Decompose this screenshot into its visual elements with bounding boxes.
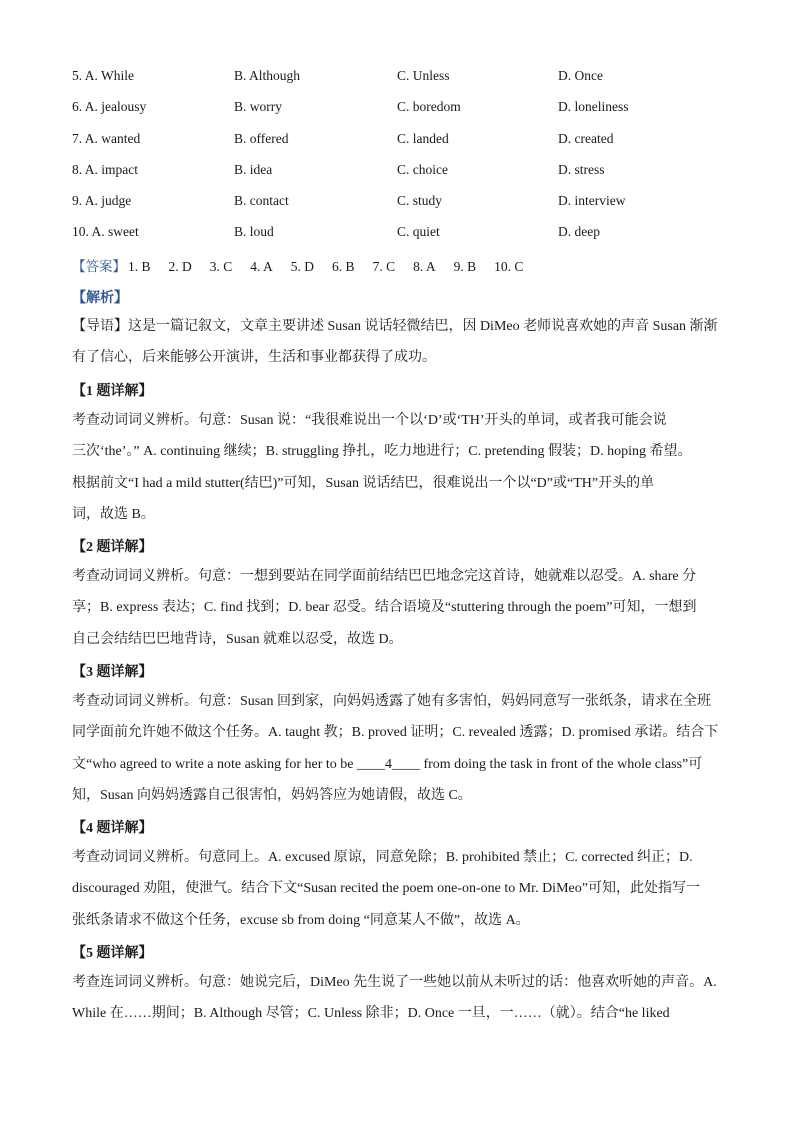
answer-item: 10. C	[494, 259, 524, 274]
option-row	[0, 193, 794, 213]
text-line: discouraged 劝阻，使泄气。结合下文“Susan recited the poem one-on-one to Mr. DiMeo”可知，此处指写一	[72, 881, 700, 897]
option-a: 8. A. impact	[72, 162, 139, 177]
option-c: C. choice	[397, 162, 448, 177]
section-body	[72, 561, 722, 655]
option-b: B. contact	[234, 193, 289, 208]
text-line: 考查连词词义辨析。句意：她说完后，DiMeo 先生说了一些她以前从未听过的话：他喜欢听她的声音。A.	[72, 975, 717, 990]
option-c: C. Unless	[397, 68, 450, 83]
option-row	[0, 162, 794, 182]
section-heading: 【4 题详解】	[72, 821, 153, 836]
option-c: C. landed	[397, 131, 449, 146]
option-row	[0, 68, 794, 88]
text-line: 同学面前允许她不做这个任务。A. taught 教；B. proved 证明；C. revealed 透露；D. promised 承诺。结合下	[72, 725, 719, 741]
option-row	[0, 99, 794, 119]
option-c: C. boredom	[397, 99, 461, 114]
option-c: C. quiet	[397, 224, 440, 239]
text-line: 张纸条请求不做这个任务，excuse sb from doing “同意某人不做”，故选 A。	[72, 912, 530, 928]
option-d: D. Once	[558, 68, 603, 83]
section-body	[72, 405, 722, 530]
option-d: D. interview	[558, 193, 626, 208]
section-heading: 【5 题详解】	[72, 946, 153, 961]
section-heading: 【1 题详解】	[72, 384, 153, 399]
option-b: B. offered	[234, 131, 289, 146]
text-line: 根据前文“I had a mild stutter(结巴)”可知，Susan 说话结巴，很难说出一个以“D”或“TH”开头的单	[72, 475, 655, 491]
section-heading: 【3 题详解】	[72, 665, 153, 680]
option-row	[0, 131, 794, 151]
option-a: 9. A. judge	[72, 193, 132, 208]
option-d: D. loneliness	[558, 99, 629, 114]
answer-item: 8. A	[413, 259, 436, 274]
answer-item: 3. C	[209, 259, 233, 274]
intro-paragraph	[72, 311, 722, 374]
option-a: 10. A. sweet	[72, 224, 139, 239]
option-a: 7. A. wanted	[72, 131, 141, 146]
answer-item: 4. A	[250, 259, 273, 274]
answer-item: 9. B	[453, 259, 477, 274]
text-line: 文“who agreed to write a note asking for her to be ____4____ from doing the task in front of the whole class”可	[72, 756, 703, 772]
analysis-label: 【解析】	[72, 291, 128, 306]
text-line: 享；B. express 表达；C. find 找到；D. bear 忍受。结合语境及“stuttering through the poem”可知，一想到	[72, 600, 697, 616]
text-line: 三次‘the’。” A. continuing 继续；B. struggling 挣扎，吃力地进行；C. pretending 假装；D. hoping 希望。	[72, 444, 692, 460]
answer-item: 2. D	[168, 259, 192, 274]
option-d: D. stress	[558, 162, 605, 177]
text-line: 考查动词词义辨析。句意：Susan 说：“我很难说出一个以‘D’或‘TH’开头的单词，或者我可能会说	[72, 413, 667, 428]
option-b: B. Although	[234, 68, 301, 83]
text-line: 考查动词词义辨析。句意同上。A. excused 原谅，同意免除；B. prohibited 禁止；C. corrected 纠正；D.	[72, 850, 693, 865]
option-a: 6. A. jealousy	[72, 99, 147, 114]
text-line: 【导语】这是一篇记叙文，文章主要讲述 Susan 说话轻微结巴，因 DiMeo 老师说喜欢她的声音 Susan 渐渐	[72, 319, 718, 334]
option-c: C. study	[397, 193, 443, 208]
option-a: 5. A. While	[72, 68, 135, 83]
text-line: 考查动词词义辨析。句意：一想到要站在同学面前结结巴巴地念完这首诗，她就难以忍受。A. share 分	[72, 569, 697, 584]
text-line: 考查动词词义辨析。句意：Susan 回到家，向妈妈透露了她有多害怕，妈妈同意写一张纸条，请求在全班	[72, 694, 711, 709]
answer-label: 【答案】	[72, 259, 126, 274]
text-line: 知，Susan 向妈妈透露自己很害怕，妈妈答应为她请假，故选 C。	[72, 787, 472, 803]
section-body	[72, 842, 722, 936]
answer-key	[72, 255, 523, 275]
answer-item: 5. D	[290, 259, 315, 274]
option-b: B. loud	[234, 224, 274, 239]
text-line: 词，故选 B。	[72, 506, 155, 522]
text-line: 有了信心，后来能够公开演讲，生活和事业都获得了成功。	[72, 350, 436, 366]
option-d: D. deep	[558, 224, 600, 239]
option-d: D. created	[558, 131, 614, 146]
section-heading: 【2 题详解】	[72, 540, 153, 555]
text-line: While 在……期间；B. Although 尽管；C. Unless 除非；D. Once 一旦，一……（就）。结合“he liked	[72, 1006, 670, 1022]
answer-item: 6. B	[332, 259, 355, 274]
text-line: 自己会结结巴巴地背诗，Susan 就难以忍受，故选 D。	[72, 631, 403, 647]
option-b: B. idea	[234, 162, 273, 177]
answer-item: 1. B	[128, 259, 151, 274]
option-b: B. worry	[234, 99, 282, 114]
option-row	[0, 224, 794, 244]
section-body	[72, 967, 722, 1030]
section-body	[72, 686, 722, 811]
answer-item: 7. C	[372, 259, 396, 274]
